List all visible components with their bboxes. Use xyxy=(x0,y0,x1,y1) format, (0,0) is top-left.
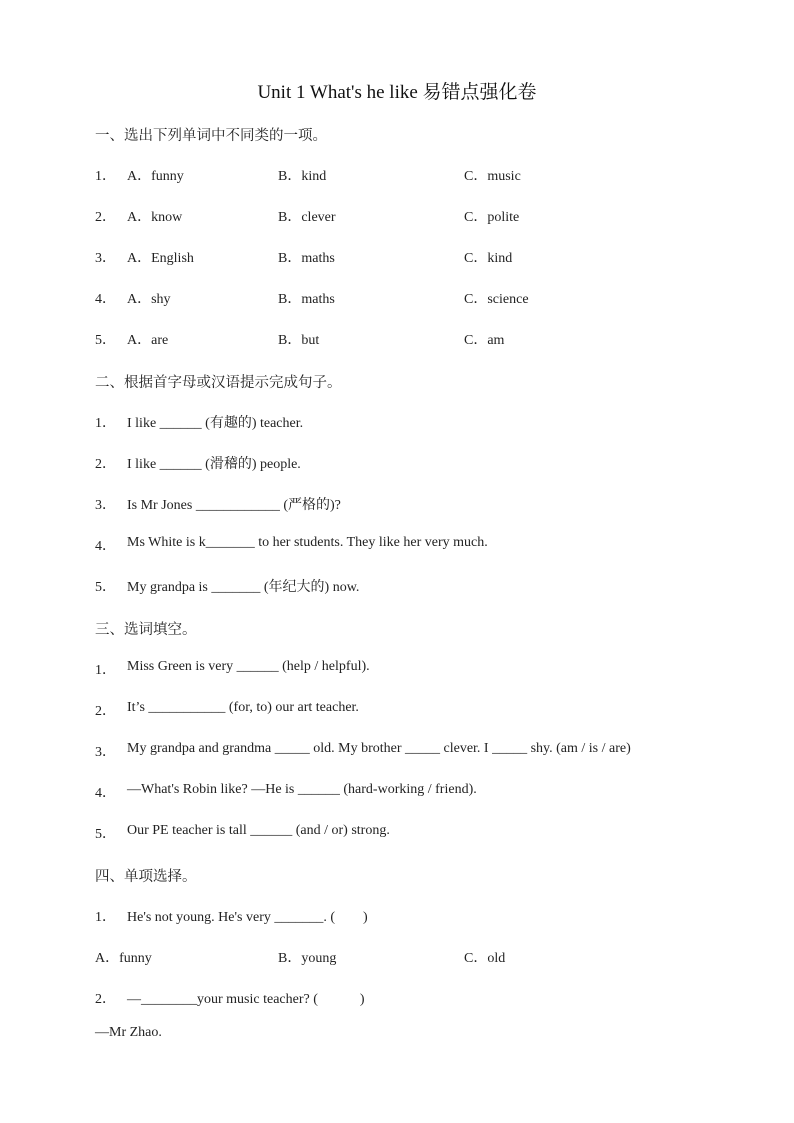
question-number: 1． xyxy=(95,663,116,678)
dialogue-reply: —Mr Zhao. xyxy=(95,1025,162,1040)
option-b: B．maths xyxy=(278,292,335,307)
question-text: Our PE teacher is tall ______ (and / or) strong. xyxy=(127,823,390,838)
question-number: 1． xyxy=(95,910,116,925)
question-number: 2． xyxy=(95,704,116,719)
option-a: A．are xyxy=(127,333,169,348)
question-text: —________your music teacher? ( ) xyxy=(127,992,365,1007)
question-text: Ms White is k_______ to her students. They like her very much. xyxy=(127,535,488,550)
question-number: 2． xyxy=(95,992,116,1007)
question-number: 1． xyxy=(95,169,116,184)
question-number: 4． xyxy=(95,292,116,307)
question-text: I like ______ (滑稽的) people. xyxy=(127,457,301,472)
question-text: I like ______ (有趣的) teacher. xyxy=(127,416,304,431)
section4-heading: 四、单项选择。 xyxy=(95,869,197,885)
option-b: B．clever xyxy=(278,210,336,225)
option-b: B．maths xyxy=(278,251,335,266)
option-a: A．shy xyxy=(127,292,171,307)
option-c: C．am xyxy=(464,333,505,348)
option-a: A．funny xyxy=(95,951,152,966)
question-text: —What's Robin like? —He is ______ (hard-working / friend). xyxy=(127,782,477,797)
question-text: Is Mr Jones ____________ (严格的)? xyxy=(127,498,341,513)
question-number: 4． xyxy=(95,539,116,554)
section3-heading: 三、选词填空。 xyxy=(95,622,197,638)
question-text: My grandpa is _______ (年纪大的) now. xyxy=(127,580,360,595)
option-c: C．old xyxy=(464,951,506,966)
page-title: Unit 1 What's he like 易错点强化卷 xyxy=(257,82,537,103)
option-a: A．know xyxy=(127,210,183,225)
question-text: Miss Green is very ______ (help / helpful). xyxy=(127,659,370,674)
question-number: 3． xyxy=(95,251,116,266)
section1-heading: 一、选出下列单词中不同类的一项。 xyxy=(95,128,327,144)
question-number: 5． xyxy=(95,333,116,348)
option-a: A．funny xyxy=(127,169,184,184)
question-number: 5． xyxy=(95,580,116,595)
option-c: C．kind xyxy=(464,251,513,266)
question-number: 5． xyxy=(95,827,116,842)
option-b: B．kind xyxy=(278,169,327,184)
question-text: My grandpa and grandma _____ old. My brother _____ clever. I _____ shy. (am / is / are) xyxy=(127,741,631,756)
option-b: B．young xyxy=(278,951,337,966)
question-number: 3． xyxy=(95,745,116,760)
option-a: A．English xyxy=(127,251,194,266)
question-number: 4． xyxy=(95,786,116,801)
option-c: C．polite xyxy=(464,210,520,225)
option-b: B．but xyxy=(278,333,320,348)
section2-heading: 二、根据首字母或汉语提示完成句子。 xyxy=(95,375,342,391)
option-c: C．music xyxy=(464,169,521,184)
question-number: 3． xyxy=(95,498,116,513)
question-number: 1． xyxy=(95,416,116,431)
question-text: He's not young. He's very _______. ( ) xyxy=(127,910,368,925)
question-number: 2． xyxy=(95,210,116,225)
question-number: 2． xyxy=(95,457,116,472)
question-text: It’s ___________ (for, to) our art teacher. xyxy=(127,700,359,715)
option-c: C．science xyxy=(464,292,529,307)
